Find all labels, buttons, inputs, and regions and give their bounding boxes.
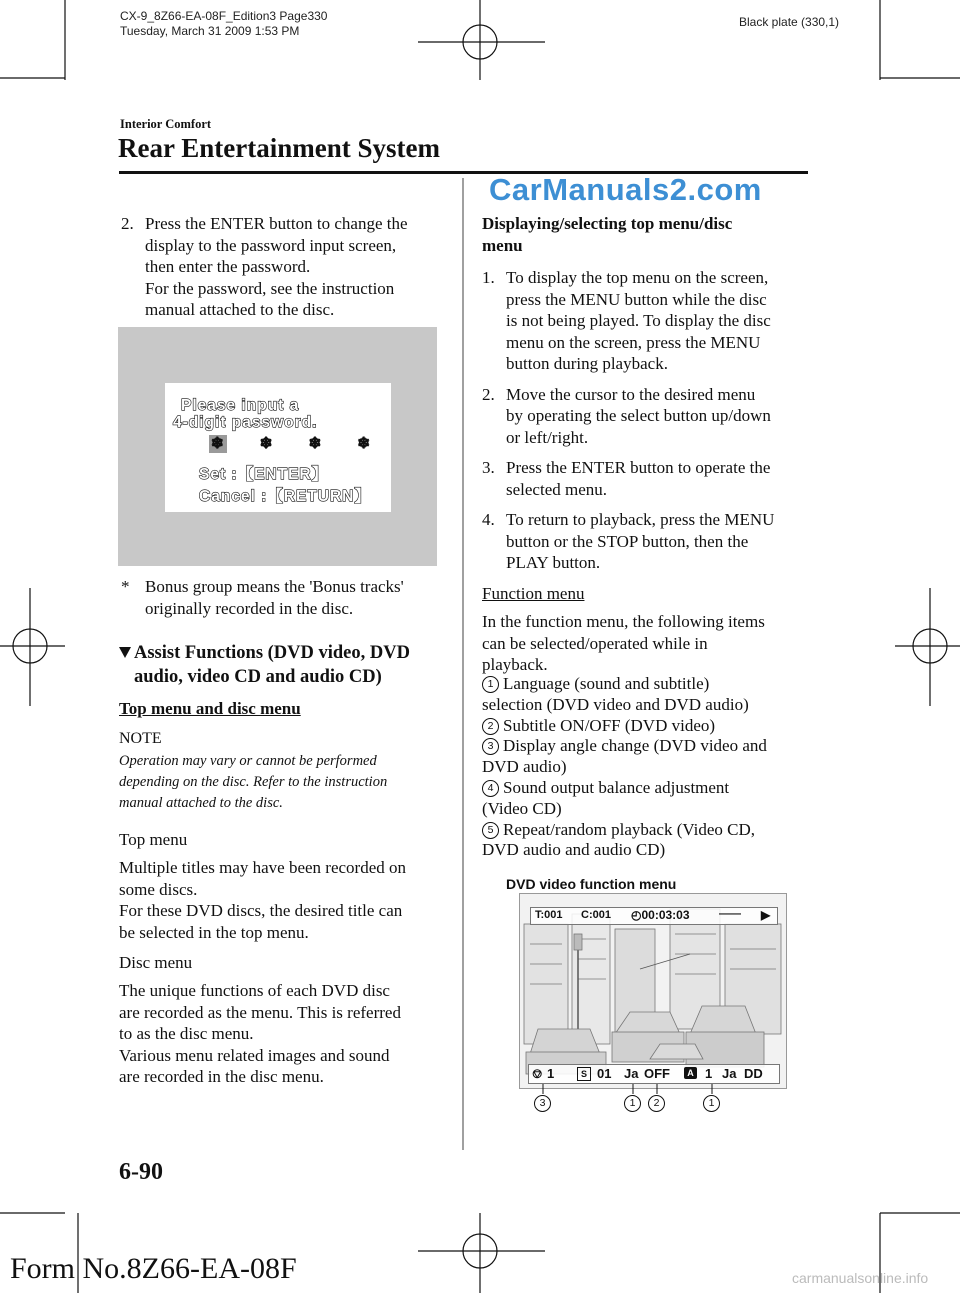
subtitle-onoff[interactable]: OFF	[644, 1066, 670, 1081]
page-number: 6-90	[119, 1159, 163, 1185]
body-line: are recorded as the menu. This is referred	[119, 1002, 401, 1022]
circled-number-icon: 1	[482, 676, 499, 693]
function-item-text: selection (DVD video and DVD audio)	[482, 694, 749, 714]
step-number: 4.	[482, 510, 495, 529]
body-line: to as the disc menu.	[119, 1024, 254, 1043]
heading-line: audio, video CD and audio CD)	[134, 667, 382, 687]
step-item	[482, 267, 812, 375]
dvd-top-osd-bar	[530, 907, 778, 925]
subtitle-icon[interactable]: S	[577, 1067, 591, 1081]
callout-3-icon: 3	[534, 1095, 551, 1112]
heading-line: menu	[482, 235, 523, 255]
function-item-text: Language (sound and subtitle)	[503, 674, 710, 693]
circled-number-icon: 5	[482, 822, 499, 839]
step-line: menu on the screen, press the MENU	[506, 332, 761, 352]
step-line: is not being played. To display the disc	[506, 311, 771, 330]
display-menu-heading	[482, 213, 812, 256]
dvd-function-menu-screen	[519, 893, 787, 1089]
step-line: PLAY button.	[506, 553, 601, 572]
step-line: manual attached to the disc.	[145, 300, 335, 319]
body-line: playback.	[482, 655, 548, 674]
function-item-text: Repeat/random playback (Video CD,	[503, 819, 756, 839]
step-line: button or the STOP button, then the	[506, 531, 749, 551]
function-item	[482, 820, 822, 862]
cancel-return-label: Cancel :【RETURN】	[199, 488, 371, 505]
circled-number-icon: 2	[482, 718, 499, 735]
body-line: can be selected/operated while in	[482, 633, 708, 653]
footnote-line: originally recorded in the disc.	[145, 598, 354, 618]
header-date-line: Tuesday, March 31 2009 1:53 PM	[120, 24, 300, 38]
footnote	[121, 576, 456, 628]
digit-placeholder: ❄	[211, 435, 225, 452]
function-item-text: DVD audio)	[482, 757, 567, 777]
function-item-text: DVD audio and audio CD)	[482, 840, 666, 860]
audio-number[interactable]: 1	[705, 1066, 713, 1081]
page-title: Rear Entertainment System	[118, 133, 440, 163]
menu-steps	[482, 267, 812, 583]
angle-icon[interactable]: ⎊	[532, 1066, 543, 1081]
playback-time	[631, 908, 690, 922]
function-item-text: Display angle change (DVD video and	[503, 736, 767, 756]
function-menu-intro	[482, 611, 822, 676]
password-screen-figure	[118, 327, 437, 566]
audio-language[interactable]: Ja	[722, 1066, 737, 1081]
body-line: be selected in the top menu.	[119, 922, 309, 942]
function-item	[482, 716, 822, 737]
step-line: by operating the select button up/down	[506, 406, 771, 425]
top-menu-subhead: Top menu	[119, 830, 188, 849]
header-file-line: CX-9_8Z66-EA-08F_Edition3 Page330	[120, 9, 328, 23]
step-line: To return to playback, press the MENU	[506, 510, 775, 529]
step-item	[482, 457, 812, 500]
callout-1b-icon: 1	[703, 1095, 720, 1112]
subtitle-language[interactable]: Ja	[624, 1066, 639, 1081]
step-line: press the MENU button while the disc	[506, 289, 767, 309]
body-line: In the function menu, the following items	[482, 612, 765, 631]
repeat-status: ——	[719, 908, 741, 920]
step-line: For the password, see the instruction	[145, 278, 395, 298]
clock-icon: ◴	[631, 908, 642, 922]
disc-menu-subhead: Disc menu	[119, 953, 193, 972]
password-dialog	[165, 383, 391, 512]
step-line: Press the ENTER button to change the	[145, 214, 408, 233]
function-item	[482, 778, 822, 820]
circled-number-icon: 3	[482, 738, 499, 755]
step-item	[482, 509, 812, 574]
body-line: Multiple titles may have been recorded on	[119, 858, 407, 877]
audio-format[interactable]: DD	[744, 1066, 763, 1081]
body-line: some discs.	[119, 879, 198, 899]
function-item	[482, 736, 822, 778]
footnote-mark: *	[121, 577, 130, 596]
step-number: 1.	[482, 268, 495, 287]
footnote-line: Bonus group means the 'Bonus tracks'	[145, 577, 404, 596]
disc-menu-text	[119, 980, 464, 1088]
subtitle-number[interactable]: 01	[597, 1066, 612, 1081]
function-items	[482, 674, 822, 861]
note-line: depending on the disc. Refer to the instruction	[119, 774, 388, 790]
note-text	[119, 751, 459, 814]
body-line: The unique functions of each DVD disc	[119, 981, 390, 1000]
heading-line: Displaying/selecting top menu/disc	[482, 214, 733, 233]
top-menu-disc-menu-heading: Top menu and disc menu	[119, 699, 301, 718]
set-enter-label: Set :【ENTER】	[199, 466, 329, 483]
step-line: then enter the password.	[145, 257, 311, 276]
time-value: 00:03:03	[641, 908, 690, 922]
dvd-figure-caption: DVD video function menu	[506, 876, 677, 892]
chapter-number: C:001	[581, 909, 611, 921]
header-plate: Black plate (330,1)	[739, 15, 840, 29]
form-number: Form No.8Z66-EA-08F	[10, 1252, 297, 1285]
step-line: Press the ENTER button to operate the	[506, 458, 771, 477]
note-line: Operation may vary or cannot be performed	[119, 753, 377, 769]
step-number: 3.	[482, 458, 495, 477]
watermark-top: CarManuals2.com	[489, 172, 762, 207]
step-number: 2.	[121, 214, 134, 233]
step-item	[482, 384, 812, 449]
step-line: display to the password input screen,	[145, 235, 397, 255]
heading-line: Assist Functions (DVD video, DVD	[134, 643, 410, 663]
angle-value[interactable]: 1	[547, 1066, 555, 1081]
body-line: Various menu related images and sound	[119, 1045, 390, 1065]
step-line: or left/right.	[506, 427, 589, 447]
circled-number-icon: 4	[482, 780, 499, 797]
function-item-text: Subtitle ON/OFF (DVD video)	[503, 715, 716, 735]
function-item	[482, 674, 822, 716]
dvd-bottom-osd-bar[interactable]	[528, 1064, 780, 1084]
note-line: manual attached to the disc.	[119, 795, 283, 811]
left-step-2	[121, 213, 451, 330]
footer-watermark: carmanualsonline.info	[792, 1270, 929, 1286]
audio-icon[interactable]: A	[684, 1067, 697, 1079]
password-prompt-line-1: Please input a	[181, 397, 300, 414]
step-line: button during playback.	[506, 354, 668, 373]
step-line: To display the top menu on the screen,	[506, 268, 769, 287]
password-digits	[211, 434, 371, 452]
digit-placeholder: ❄	[259, 435, 274, 452]
body-line: are recorded in the disc menu.	[119, 1067, 324, 1086]
assist-functions-heading	[118, 641, 458, 689]
step-number: 2.	[482, 384, 495, 404]
function-item-text: Sound output balance adjustment	[503, 777, 730, 797]
function-item-text: (Video CD)	[482, 798, 562, 818]
callout-2-icon: 2	[648, 1095, 665, 1112]
note-label: NOTE	[119, 730, 162, 747]
top-menu-text	[119, 857, 464, 943]
digit-placeholder: ❄	[308, 435, 323, 452]
step-line: selected menu.	[506, 479, 608, 499]
play-status-icon: ▶	[761, 908, 771, 922]
body-line: For these DVD discs, the desired title can	[119, 901, 403, 920]
title-number: T:001	[535, 909, 563, 921]
digit-placeholder: ❄	[357, 435, 371, 452]
password-prompt-line-2: 4-digit password.	[173, 414, 318, 431]
callout-1-icon: 1	[624, 1095, 641, 1112]
step-line: Move the cursor to the desired menu	[506, 384, 756, 404]
function-menu-heading: Function menu	[482, 584, 585, 603]
section-tag: Interior Comfort	[120, 117, 212, 131]
